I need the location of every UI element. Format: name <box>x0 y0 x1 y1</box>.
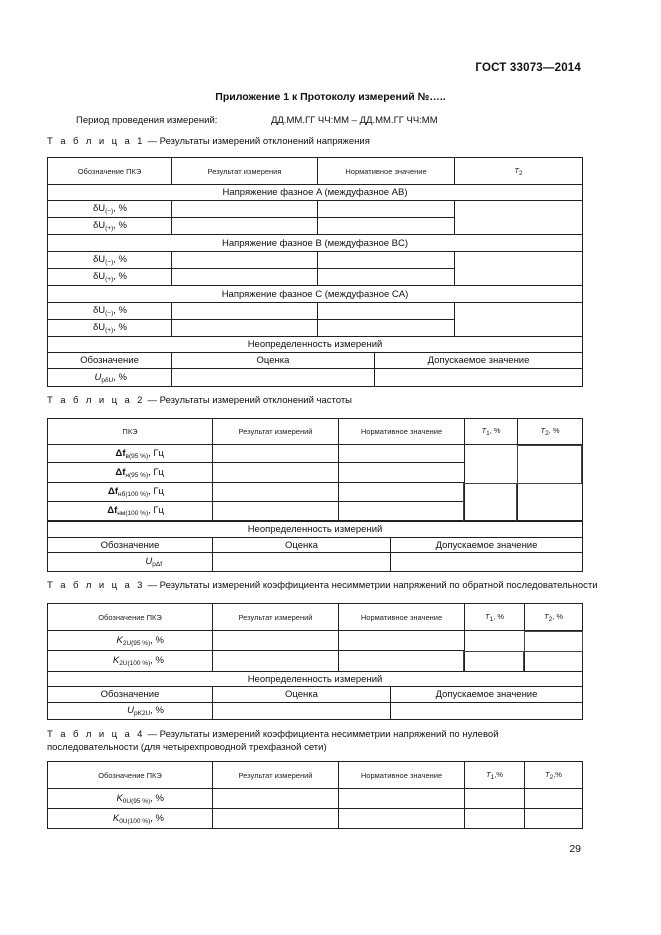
table2-cell <box>213 463 339 483</box>
table2-row-label: $\Delta f_{нб(100 \%)}$, Гц <box>48 483 213 502</box>
table1-cell <box>318 218 455 235</box>
table4-header-norm: Нормативное значение <box>339 762 465 789</box>
table3-cell <box>213 703 391 720</box>
table4-caption <box>47 729 587 754</box>
table1-caption-prefix: Т а б л и ц а 1 <box>47 136 145 147</box>
table2-cell <box>213 553 391 572</box>
table2-header-norm: Нормативное значение <box>339 419 465 445</box>
page-number: 29 <box>569 843 581 855</box>
table2-cell <box>339 502 465 521</box>
table1-row-label: $\delta U_{(-)}$, % <box>48 201 172 218</box>
table4-row-label: $K_{0U(95 \%)}$, % <box>48 789 213 809</box>
table1-cell <box>318 320 455 337</box>
table3-row-label: $K_{2U(95 \%)}$, % <box>48 631 213 651</box>
table1-t2-cell <box>455 303 583 337</box>
table3-cell <box>339 651 465 672</box>
table3-header-norm: Нормативное значение <box>339 604 465 631</box>
table2-cell <box>339 483 465 502</box>
table4-caption-text: — Результаты измерений коэффициента несимметрии напряжений по нулевой последовательности (для четырехпроводной трехфазной сети) <box>47 729 499 753</box>
table1-cell <box>172 369 375 387</box>
table3-unc-col-designation: Обозначение <box>48 687 213 703</box>
table3-header-t1: $T_1$, % <box>465 604 525 631</box>
table2-cell <box>339 463 465 483</box>
table3-unc-col-estimate: Оценка <box>213 687 391 703</box>
table4-header-t1: $T_1,\%$ <box>465 762 525 789</box>
table1-section-title: Напряжение фазное A (междуфазное AB) <box>48 185 583 201</box>
table4 <box>47 761 583 829</box>
table1-header-norm: Нормативное значение <box>318 158 455 185</box>
table2-row-label: $\Delta f_{нм(100 \%)}$, Гц <box>48 502 213 521</box>
table4-cell <box>465 809 525 829</box>
table3-cell <box>213 631 339 651</box>
table3-t1-inner-box <box>463 651 524 672</box>
table2-cell <box>213 445 339 463</box>
standard-designation: ГОСТ 33073—2014 <box>475 62 581 74</box>
table1-row-label: $\delta U_{(+)}$, % <box>48 269 172 286</box>
table1-cell <box>318 201 455 218</box>
table3-header-result: Результат измерений <box>213 604 339 631</box>
table2-t2-inner-box <box>517 445 582 484</box>
table1-header-t2: $T_2$ <box>455 158 583 185</box>
table3-cell <box>213 651 339 672</box>
table4-caption-prefix: Т а б л и ц а 4 <box>47 729 145 740</box>
table3-cell <box>339 631 465 651</box>
table1-cell <box>318 252 455 269</box>
table1-section-title: Напряжение фазное B (междуфазное BC) <box>48 235 583 252</box>
table1-uncertainty-title: Неопределенность измерений <box>48 337 583 353</box>
table2-t1-inner-box <box>463 483 517 522</box>
table1-cell <box>172 269 318 286</box>
table3-t2-inner-box <box>524 631 583 652</box>
table1-unc-col-designation: Обозначение <box>48 353 172 369</box>
table4-row-label: $K_{0U(100 \%)}$, % <box>48 809 213 829</box>
table2-header-t2: $T_2$, % <box>518 419 583 445</box>
table3-caption <box>47 580 598 591</box>
table1-row-label: $\delta U_{(+)}$, % <box>48 218 172 235</box>
table2-cell <box>213 483 339 502</box>
table2-row-label: $\Delta f_{в(95 \%)}$, Гц <box>48 445 213 463</box>
table4-cell <box>339 789 465 809</box>
table4-header-pke: Обозначение ПКЭ <box>48 762 213 789</box>
table2-unc-col-estimate: Оценка <box>213 538 391 553</box>
table1-uncertainty <box>47 336 583 387</box>
table3-unc-col-allowed: Допускаемое значение <box>391 687 583 703</box>
table2-cell <box>391 553 583 572</box>
table1-caption <box>47 136 370 147</box>
table4-cell <box>465 789 525 809</box>
measurement-period <box>76 115 438 126</box>
table4-cell <box>525 809 583 829</box>
table1 <box>47 157 583 337</box>
table1-header-result: Результат измерения <box>172 158 318 185</box>
table3-unc-row-label: $U_{pK2U}$, % <box>48 703 213 720</box>
table4-cell <box>339 809 465 829</box>
table2-uncertainty-title: Неопределенность измерений <box>48 522 583 538</box>
table4-header-result: Результат измерений <box>213 762 339 789</box>
table3-caption-prefix: Т а б л и ц а 3 <box>47 580 145 591</box>
table2-unc-row-label: $U_{p\Delta f}$ <box>48 553 213 572</box>
table3-uncertainty <box>47 671 583 720</box>
table2-caption-prefix: Т а б л и ц а 2 <box>47 395 145 406</box>
table3-row-label: $K_{2U(100 \%)}$, % <box>48 651 213 672</box>
table1-unc-col-estimate: Оценка <box>172 353 375 369</box>
table1-cell <box>172 303 318 320</box>
table2-caption <box>47 395 352 406</box>
table4-cell <box>213 789 339 809</box>
table1-caption-text: — Результаты измерений отклонений напряжения <box>144 136 370 147</box>
table1-cell <box>172 252 318 269</box>
table1-unc-row-label: $U_{p\delta U}$, % <box>48 369 172 387</box>
table3-uncertainty-title: Неопределенность измерений <box>48 672 583 687</box>
table1-cell <box>172 320 318 337</box>
table2-unc-col-allowed: Допускаемое значение <box>391 538 583 553</box>
table4-header-t2: $T_2,\%$ <box>525 762 583 789</box>
table1-row-label: $\delta U_{(-)}$, % <box>48 303 172 320</box>
table1-header-pke: Обозначение ПКЭ <box>48 158 172 185</box>
table2-header-t1: $T_1$, % <box>465 419 518 445</box>
table1-cell <box>172 201 318 218</box>
table4-cell <box>525 789 583 809</box>
table1-cell <box>318 269 455 286</box>
table2-cell <box>339 445 465 463</box>
table1-t2-cell <box>455 201 583 235</box>
table2-uncertainty <box>47 521 583 572</box>
table2-unc-col-designation: Обозначение <box>48 538 213 553</box>
table2-caption-text: — Результаты измерений отклонений частоты <box>144 395 353 406</box>
table3-caption-text: — Результаты измерений коэффициента несимметрии напряжений по обратной последовательности <box>144 580 598 591</box>
table2-header-pke: ПКЭ <box>48 419 213 445</box>
table2-cell <box>213 502 339 521</box>
table1-unc-col-allowed: Допускаемое значение <box>375 353 583 369</box>
table1-cell <box>375 369 583 387</box>
table1-row-label: $\delta U_{(+)}$, % <box>48 320 172 337</box>
appendix-title: Приложение 1 к Протоколу измерений №….. <box>215 91 446 103</box>
table2-header-result: Результат измерений <box>213 419 339 445</box>
period-value: ДД.ММ.ГГ ЧЧ:ММ – ДД.ММ.ГГ ЧЧ:ММ <box>271 115 438 126</box>
table4-cell <box>213 809 339 829</box>
table1-t2-cell <box>455 252 583 286</box>
table1-cell <box>318 303 455 320</box>
table3-cell <box>391 703 583 720</box>
table1-row-label: $\delta U_{(-)}$, % <box>48 252 172 269</box>
table1-cell <box>172 218 318 235</box>
table3-header-t2: $T_2$, % <box>525 604 583 631</box>
table1-section-title: Напряжение фазное C (междуфазное CA) <box>48 286 583 303</box>
period-label: Период проведения измерений: <box>76 115 218 126</box>
table2-row-label: $\Delta f_{н(95 \%)}$, Гц <box>48 463 213 483</box>
table3-header-pke: Обозначение ПКЭ <box>48 604 213 631</box>
